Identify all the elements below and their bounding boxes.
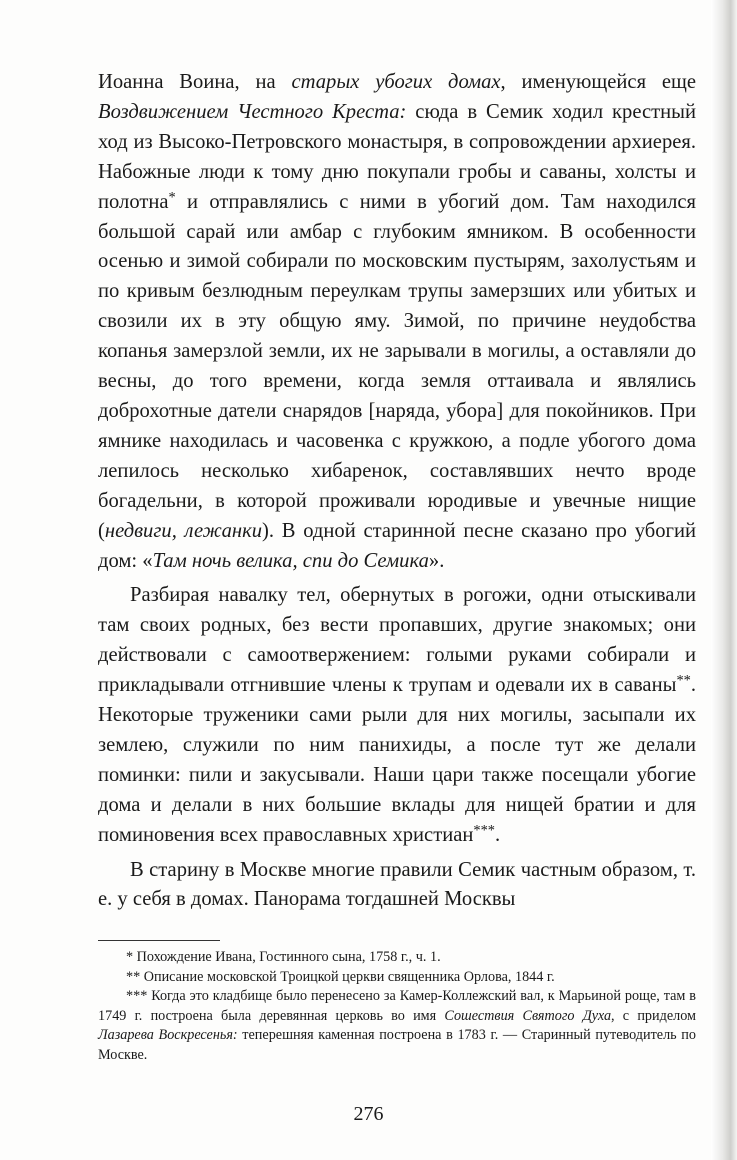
text-run: . Некоторые труженики сами рыли для них могилы, засыпали их землею, служили по ним панихиды, а после тут же делали поминки: пили и закусывали. Наши цари также посещали убогие дома и делали в них большие вклады для нищей братии и для поминовения всех православных христиан [98,674,696,846]
text-run: * Похождение Ивана, Гостинного сына, 1758 г., ч. 1. [126,949,441,965]
italic-run: Воздвижением Честного Креста: [98,100,407,123]
text-run: , с приделом [611,1007,696,1024]
main-text [98,68,696,915]
footnote-marker: *** [473,822,495,839]
text-run: , именующейся еще [500,71,696,93]
text-run: сюда в Семик ходил крестный ход из Высоко-Петровского монастыря, в сопровождении архиерея. Набожные люди к тому дню покупали гробы и саваны, холсты и полотна [98,100,696,213]
footnote-1 [98,948,696,968]
text-run: Иоанна Воина, на [98,71,292,93]
text-run: . [495,823,501,846]
italic-run: Сошествия Святого Духа [444,1007,612,1024]
italic-run: Лазарева Воскресенья: [98,1027,238,1044]
page-binding-shadow [711,0,737,1160]
footnote-marker: ** [676,672,691,689]
footnote-2 [98,968,696,988]
footnote-separator [98,940,220,941]
italic-run: Там ночь велика, спи до Семика [152,549,429,572]
text-run: и отправлялись с ними в убогий дом. Там находился большой сарай или амбар с глубоким ямником. В особенности осенью и зимой собирали по московским пустырям, захолустьям и по кривым безлюдным переулкам трупы замерзших или убитых и свозили их в эту общую яму. Зимой, по причине неудобства копанья замерзлой земли, их не зарывали в могилы, а оставляли до весны, до того времени, когда земля оттаивала и являлись доброхотные датели снарядов [наряда, убора] для покойников. При ямнике находилась и часовенка с кружкою, а подле убогого дома лепилось несколько хибаренок, составлявших нечто вроде богадельни, в которой проживали юродивые и увечные нищие ( [98,190,696,542]
paragraph-2 [98,581,696,850]
text-run: ). В одной старинной песне сказано про убогий дом: « [98,519,696,572]
text-run: теперешняя каменная построена в 1783 г. — Старинный путеводитель по Москве. [98,1027,696,1063]
footnotes [98,948,696,1066]
text-run: ». [428,549,445,572]
footnote-3 [98,987,696,1065]
italic-run: недвиги, лежанки [104,519,263,542]
paragraph-1 [98,68,696,576]
italic-run: старых убогих домах [291,71,501,93]
text-run: ** Описание московской Троицкой церкви священника Орлова, 1844 г. [126,968,555,985]
text-run: В старину в Москве многие правили Семик частным образом, т. е. у себя в домах. Панорама тогдашней Москвы [98,858,696,911]
page-number: 276 [353,1103,384,1125]
paragraph-3 [98,856,696,916]
text-run: Разбирая навалку тел, обернутых в рогожи, одни отыскивали там своих родных, без вести пропавших, другие знакомых; они действовали с самоотвержением: голыми руками собирали и прикладывали отгнившие члены к трупам и одевали их в саваны [98,584,696,697]
text-run: *** Когда это кладбище было перенесено за Камер-Коллежский вал, к Марьиной роще, там в 1749 г. построена была деревянная церковь во имя [98,988,696,1024]
footnote-marker: * [168,189,176,206]
